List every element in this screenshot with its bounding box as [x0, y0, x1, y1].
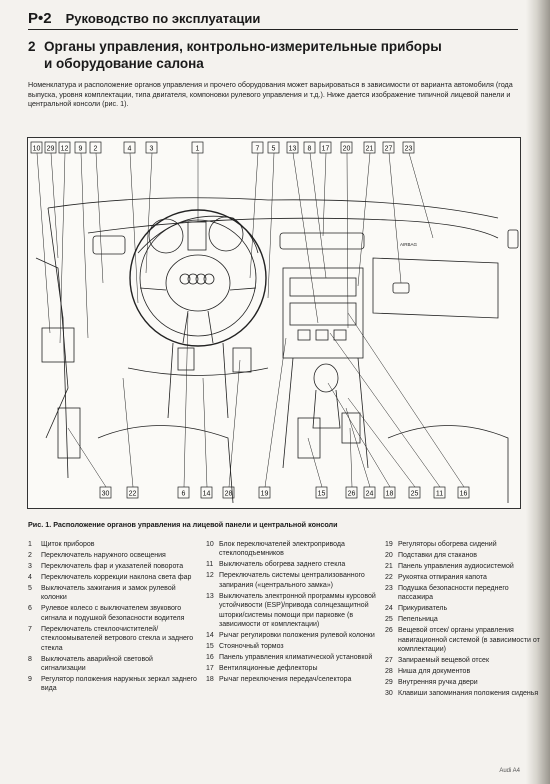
callout-bottom-1: 30	[101, 490, 110, 498]
legend-text: Рулевое колесо с выключателем звукового сигнала и подушкой безопасности водителя	[41, 605, 185, 622]
legend-text: Выключатель аварийной световой сигнализации	[41, 655, 153, 673]
radio-unit	[290, 278, 356, 296]
legend-text: Рычаг регулировки положения рулевой колонки	[219, 632, 375, 640]
legend-item	[206, 653, 376, 662]
callout-bottom-7: 15	[317, 490, 326, 498]
callout-top-5: 2	[93, 145, 98, 153]
section-heading	[28, 38, 508, 72]
legend-text: Подставки для стаканов	[398, 552, 478, 559]
legend-text: Запираемый вещевой отсек	[398, 657, 490, 665]
pedal-right	[233, 348, 251, 372]
legend-number: 21	[385, 563, 393, 570]
legend-item	[28, 562, 198, 571]
legend-number: 2	[28, 552, 32, 559]
legend-text: Выключатель зажигания и замок рулевой колонки	[41, 585, 176, 602]
legend-number: 8	[28, 655, 32, 663]
legend-number: 1	[28, 541, 32, 548]
legend-item	[385, 573, 545, 582]
page-footer: Audi A4	[499, 768, 520, 774]
legend-item	[206, 631, 376, 640]
callout-bottom-5: 28	[224, 490, 233, 498]
legend-item	[206, 592, 376, 630]
legend-text: Клавиши запоминания положения сиденья	[398, 690, 539, 698]
legend-text: Выключатель обогрева заднего стекла	[219, 561, 346, 569]
right-vent	[508, 230, 518, 248]
legend-column-1	[28, 540, 198, 695]
legend-text: Регулятор положения наружных зеркал заднего вида	[41, 676, 197, 693]
center-stack	[283, 268, 363, 358]
legend-item	[385, 626, 545, 654]
callout-top-11: 13	[288, 145, 297, 153]
legend-text: Панель управления климатической установкой	[219, 654, 373, 662]
audi-rings	[180, 274, 214, 284]
window-switch-panel	[42, 328, 74, 362]
legend-item	[28, 604, 198, 623]
legend-text: Панель управления аудиосистемой	[398, 563, 514, 570]
legend-text: Выключатель электронной программы курсовой устойчивости (ESP)/привода солнцезащитной шторки/системы помощи при парковке (в зависимости от комплектации)	[219, 592, 376, 629]
legend-text: Рычаг переключения передач/селектора	[219, 676, 352, 684]
climate-panel	[290, 303, 356, 325]
legend-item	[206, 664, 376, 673]
legend-item	[385, 540, 545, 549]
callout-bottom-11: 25	[410, 490, 419, 498]
figure-caption: Рис. 1. Расположение органов управления на лицевой панели и центральной консоли	[28, 520, 338, 529]
legend-number: 15	[206, 643, 214, 651]
callout-top-3: 12	[60, 145, 69, 153]
callout-bottom-4: 14	[202, 490, 211, 498]
legend-item	[206, 675, 376, 684]
callout-bottom-8: 26	[347, 490, 356, 498]
legend-text: Вещевой отсек/ органы управления навигационной системой (в зависимости от комплектации)	[398, 627, 540, 654]
legend-item	[28, 551, 198, 560]
legend-number: 18	[206, 676, 214, 684]
legend-number: 9	[28, 676, 32, 684]
legend-text: Переключатель системы централизованного запирания («центрального замка»)	[219, 572, 365, 589]
callout-top-12: 8	[307, 145, 312, 153]
legend-item	[385, 678, 545, 687]
legend-number: 3	[28, 563, 32, 570]
callout-bottom-9: 24	[365, 490, 374, 498]
callout-top-17: 23	[404, 145, 413, 153]
callout-top-14: 20	[342, 145, 351, 153]
legend-number: 14	[206, 632, 214, 640]
legend-number: 26	[385, 627, 393, 635]
top-callouts	[31, 142, 414, 153]
callout-top-2: 29	[46, 145, 55, 153]
legend-number: 22	[385, 574, 393, 581]
legend-number: 30	[385, 690, 393, 698]
callout-top-7: 3	[149, 145, 154, 153]
legend-number: 27	[385, 657, 393, 665]
door-pocket	[58, 408, 80, 458]
legend-number: 29	[385, 679, 393, 687]
glovebox	[373, 258, 498, 318]
legend-text: Переключатель наружного освещения	[41, 552, 166, 559]
callout-bottom-13: 16	[459, 490, 468, 498]
legend-number: 11	[206, 561, 214, 569]
legend-number: 28	[385, 668, 393, 676]
legend-text: Рукоятка отпирания капота	[398, 574, 487, 581]
legend-number: 24	[385, 605, 393, 613]
callout-top-8: 1	[195, 145, 200, 153]
legend-item	[28, 625, 198, 653]
legend-column-2	[206, 540, 376, 686]
callout-bottom-6: 19	[260, 490, 269, 498]
legend-item	[206, 642, 376, 651]
legend-text: Переключатель коррекции наклона света фар	[41, 574, 192, 581]
legend-number: 17	[206, 665, 214, 673]
intro-paragraph: Номенклатура и расположение органов управления и прочего оборудования может варьироваться в зависимости от варианта автомобиля (года выпуска, уровня комплектации, типа двигателя, компоновки рулевого управления и т.д.). Ниже дается изображение типичной лицевой панели и центральной консоли (рис. 1).	[28, 80, 513, 109]
callout-top-4: 9	[78, 145, 83, 153]
legend-number: 6	[28, 605, 32, 613]
legend-text: Внутренняя ручка двери	[398, 679, 478, 687]
callout-top-15: 21	[365, 145, 374, 153]
legend-item	[385, 689, 545, 698]
legend-text: Пепельница	[398, 616, 438, 624]
callout-bottom-12: 11	[435, 490, 444, 498]
legend-number: 23	[385, 585, 393, 592]
legend-column-3	[385, 540, 545, 700]
cluster-display	[188, 222, 206, 250]
callout-bottom-3: 6	[181, 490, 186, 498]
section-number: 2	[28, 39, 36, 54]
legend-item	[206, 540, 376, 559]
legend-item	[28, 584, 198, 603]
dashboard-figure	[27, 137, 521, 509]
legend-item	[28, 675, 198, 694]
legend-number: 4	[28, 574, 32, 581]
legend-number: 13	[206, 592, 214, 600]
console-bin	[342, 413, 360, 443]
legend-item	[28, 540, 198, 549]
legend-text: Ниша для документов	[398, 668, 471, 676]
callout-top-10: 5	[271, 145, 276, 153]
legend-text: Стояночный тормоз	[219, 643, 284, 651]
page-number: Р•2	[28, 9, 52, 27]
legend-item	[385, 584, 545, 603]
page-header	[28, 7, 518, 30]
legend-text: Щиток приборов	[41, 541, 95, 548]
callout-top-13: 17	[321, 145, 330, 153]
legend-text: Регуляторы обогрева сидений	[398, 541, 497, 548]
legend-item	[385, 656, 545, 665]
legend-item	[28, 573, 198, 582]
legend-text: Блок переключателей электропривода стеклоподъемников	[219, 541, 345, 558]
legend-text: Переключатель стеклоочистителей/ стеклоомывателей ветрового стекла и заднего стекла	[41, 625, 194, 652]
callout-top-6: 4	[127, 145, 132, 153]
legend-text: Прикуриватель	[398, 605, 448, 613]
legend-number: 10	[206, 541, 214, 548]
callout-bottom-2: 22	[128, 490, 137, 498]
legend-number: 7	[28, 625, 32, 633]
callout-top-9: 7	[255, 145, 260, 153]
callout-top-1: 10	[32, 145, 41, 153]
gear-shifter	[314, 364, 338, 392]
pedal-left	[178, 348, 194, 370]
legend-item	[385, 667, 545, 676]
legend-item	[385, 604, 545, 613]
section-title-line2: и оборудование салона	[44, 56, 204, 71]
legend-item	[385, 615, 545, 624]
left-vent	[93, 236, 125, 254]
legend-text: Подушка безопасности переднего пассажира	[398, 585, 509, 602]
legend-text: Вентиляционные дефлекторы	[219, 665, 318, 673]
leader-lines-bottom	[68, 313, 464, 487]
header-title: Руководство по эксплуатации	[65, 10, 261, 26]
legend-number: 20	[385, 552, 393, 559]
legend-item	[28, 655, 198, 674]
legend-item	[385, 562, 545, 571]
legend-text: Переключатель фар и указателей поворота	[41, 563, 184, 570]
legend-number: 12	[206, 572, 214, 580]
legend-item	[385, 551, 545, 560]
handbrake	[298, 418, 320, 458]
callout-bottom-10: 18	[385, 490, 394, 498]
airbag-label: AIRBAG	[400, 242, 418, 247]
legend-item	[206, 560, 376, 569]
legend-item	[206, 571, 376, 590]
section-title-line1: Органы управления, контрольно-измерительные приборы	[44, 39, 442, 54]
callout-top-16: 27	[384, 145, 393, 153]
legend-number: 19	[385, 541, 393, 548]
dashboard-drawing	[28, 138, 520, 508]
legend-number: 16	[206, 654, 214, 662]
legend-number: 5	[28, 585, 32, 592]
legend-number: 25	[385, 616, 393, 624]
